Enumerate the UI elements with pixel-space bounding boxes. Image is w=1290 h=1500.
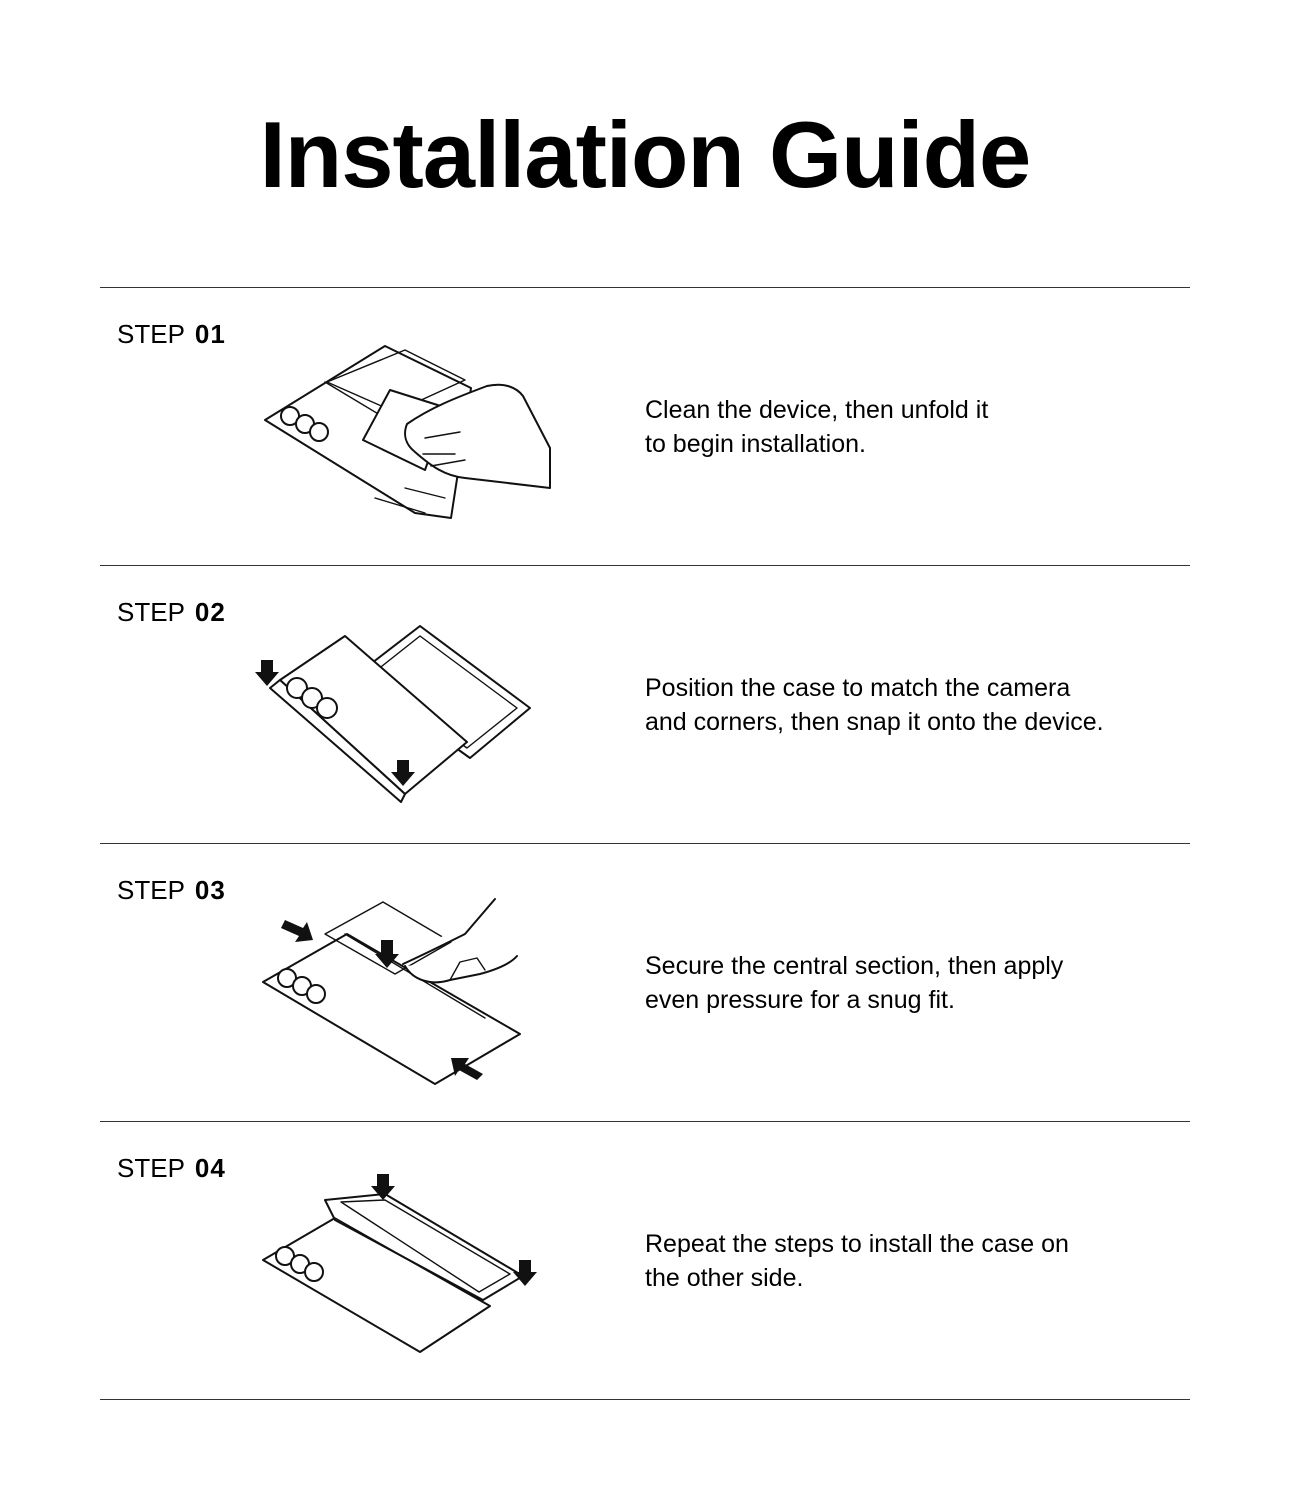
step-text: Repeat the steps to install the case on the other side. bbox=[645, 1230, 1069, 1292]
step-2 bbox=[100, 566, 1190, 844]
step-text: Secure the central section, then apply even pressure for a snug fit. bbox=[645, 952, 1064, 1014]
step-word: STEP bbox=[117, 319, 185, 349]
step-3 bbox=[100, 844, 1190, 1122]
step-word: STEP bbox=[117, 875, 185, 905]
install-other-side-icon bbox=[255, 1172, 565, 1382]
step-word: STEP bbox=[117, 1153, 185, 1183]
step-number: 01 bbox=[194, 319, 226, 349]
step-label bbox=[117, 874, 226, 906]
phone-unfolded-wiping-icon bbox=[255, 338, 565, 548]
step-4 bbox=[100, 1122, 1190, 1400]
step-word: STEP bbox=[117, 597, 185, 627]
step-label bbox=[117, 1152, 226, 1184]
step-label bbox=[117, 596, 226, 628]
step-number: 03 bbox=[194, 875, 226, 905]
press-central-section-icon bbox=[255, 894, 565, 1104]
step-text: Position the case to match the camera and corners, then snap it onto the device. bbox=[645, 674, 1104, 736]
step-number: 04 bbox=[194, 1153, 226, 1183]
step-1 bbox=[100, 288, 1190, 566]
step-label bbox=[117, 318, 226, 350]
step-number: 02 bbox=[194, 597, 226, 627]
page-title: Installation Guide bbox=[259, 102, 1031, 207]
step-text: Clean the device, then unfold it to begin installation. bbox=[645, 396, 989, 458]
case-snap-on-icon bbox=[255, 616, 565, 826]
